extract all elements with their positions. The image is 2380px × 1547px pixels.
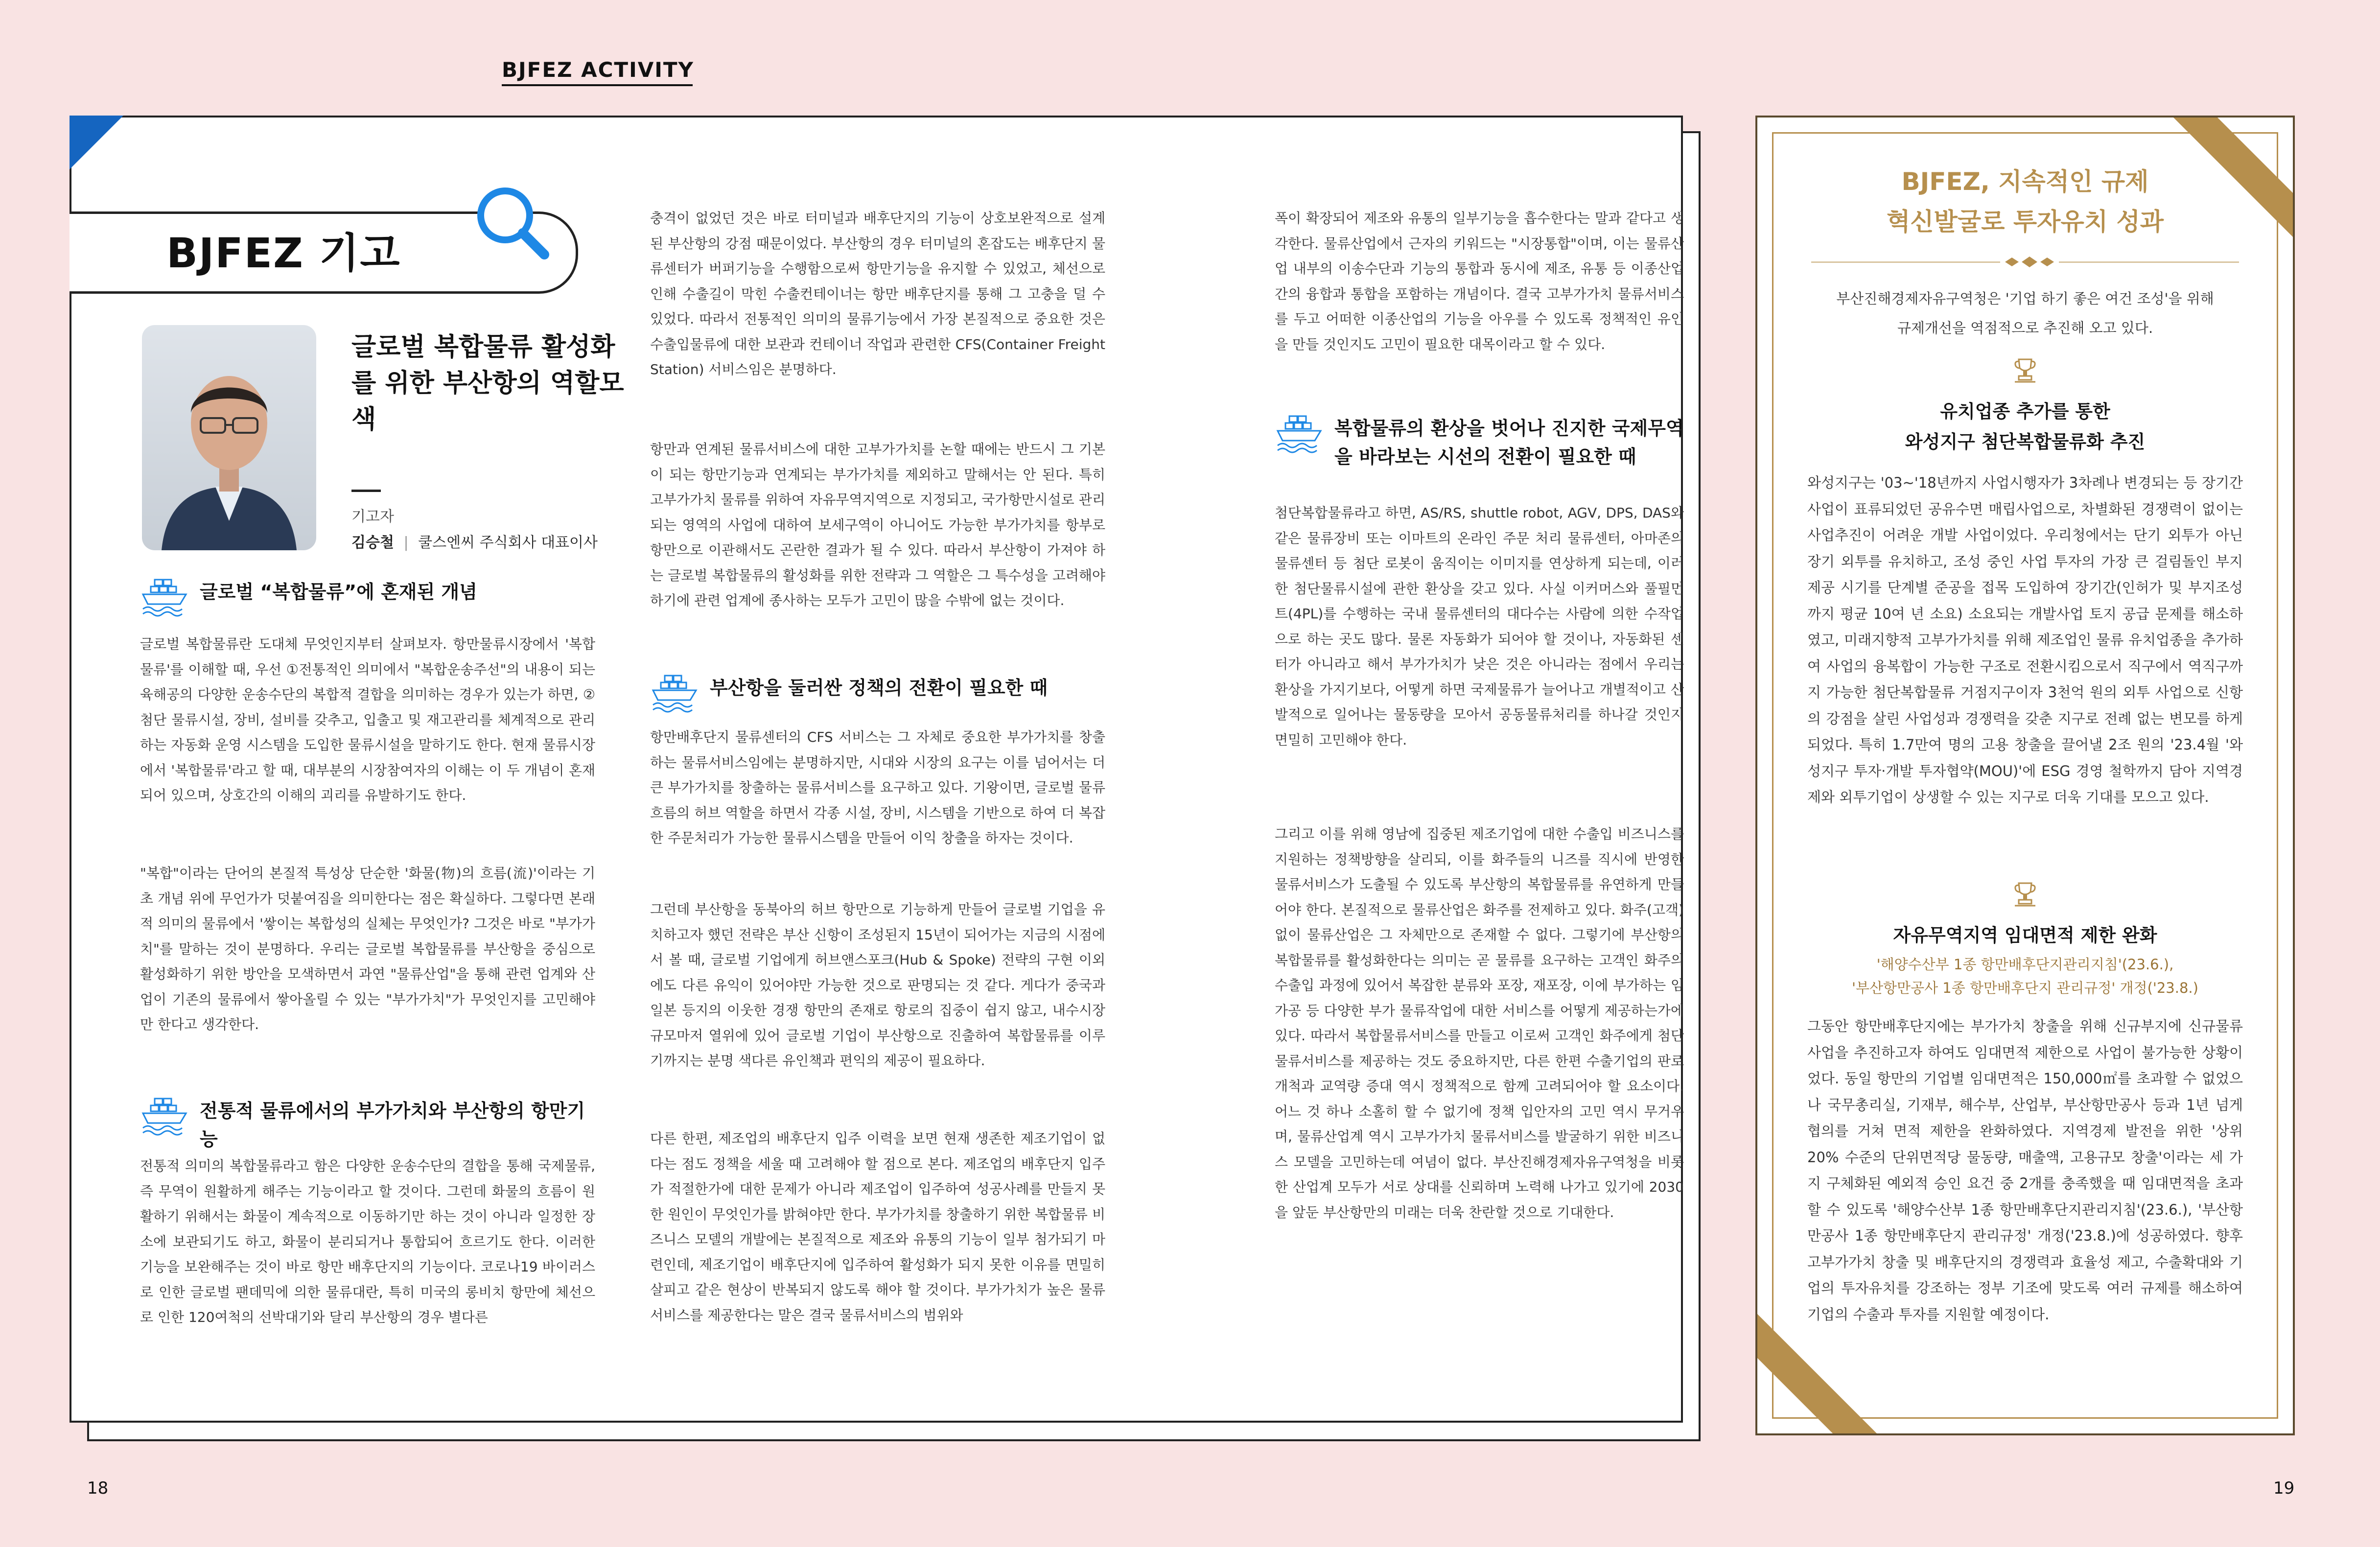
author-photo [142, 325, 316, 550]
section-header: BJFEZ ACTIVITY [502, 58, 694, 82]
subhead [650, 674, 1105, 713]
page-number-right: 19 [2273, 1478, 2295, 1498]
article-headline: 글로벌 복합물류 활성화를 위한 부산항의 역할모색 [351, 332, 624, 434]
trophy-icon [2013, 881, 2037, 907]
sidebar-section-head [1772, 397, 2278, 457]
page-number-left: 18 [87, 1478, 109, 1498]
magnifier-icon [471, 181, 554, 264]
ship-icon [1275, 414, 1324, 453]
sidebar-section-head: 자유무역지역 임대면적 제한 완화 [1893, 925, 2157, 946]
section-underline [502, 84, 693, 86]
author-affiliation: 쿨스엔씨 주식회사 대표이사 [418, 534, 598, 551]
page-title: BJFEZ 기고 [166, 229, 401, 277]
subhead [140, 578, 590, 617]
subhead-text: 부산항을 둘러싼 정책의 전환이 필요한 때 [710, 677, 1048, 699]
author-name: 김승철 [351, 534, 394, 551]
ship-icon [140, 578, 189, 617]
paragraph: 항만과 연계된 물류서비스에 대한 고부가가치를 논할 때에는 반드시 그 기본이 되는 항만기능과 연계되는 부가가치를 제외하고 말해서는 안 된다. 특히 고부가가치 물류를 위하여 자유무역지역으로 지정되고, 국가항만시설로 관리되는 영역의 사업에 대하여 보세구역이 아니어도 가능한 부가가치를 항부로 항만으로 이관해서도 곤란한 결과가 될 수 있다. 따라서 부산항이 가져야 하는 글로벌 복합물류의 활성화를 위한 전략과 그 역할은 그 특수성을 고려해야 하기에 관련 업계에 종사하는 모두가 고민이 많을 수밖에 없는 것이다. [650, 441, 1105, 609]
paragraph: 폭이 확장되어 제조와 유통의 일부기능을 흡수한다는 말과 같다고 생각한다. 물류산업에서 근자의 키워드는 "시장통합"이며, 이는 물류산업 내부의 이송수단과 기능의 통합과 동시에 제조, 유통 등 이종산업간의 융합과 통합을 포함하는 개념이다. 결국 고부가가치 물류서비스를 두고 어떠한 이종산업의 기능을 아우를 수 있도록 정책적인 유인을 만들 것인지도 고민이 필요한 대목이라고 할 수 있다. [1275, 210, 1684, 352]
diamond-ornament [2000, 255, 2059, 269]
sidebar-paragraph: 와성지구는 '03~'18년까지 사업시행자가 3차례나 변경되는 등 장기간 사업이 표류되었던 공유수면 매립사업으로, 차별화된 경쟁력이 없이는 사업추진이 어려운 개발 사업이었다. 우리청에서는 단기 외투가 아닌 장기 외투를 유치하고, 조성 중인 사업 투자의 가장 큰 걸림돌인 부지 제공 시기를 단계별 준공을 접목 도입하여 장기간(인허가 및 부지조성까지 평균 10여 년 소요) 소요되는 개발사업 토지 공급 문제를 해소하였고, 미래지향적 고부가가치를 위해 제조업인 물류 유치업종을 추가하여 사업의 융복합이 가능한 구조로 전환시킴으로서 직구에서 역직구까지 가능한 첨단복합물류 거점지구이자 3천억 원의 외투 사업으로 신항의 강점을 살린 사업성과 경쟁력을 갖춘 지구로 전례 없는 변모를 하게 되었다. 특히 1.7만여 명의 고용 창출을 끌어낼 2조 원의 '23.4월 '와성지구 투자·개발 투자협약(MOU)'에 ESG 경영 철학까지 담아 지역경제와 외투기업이 상생할 수 있는 지구로 더욱 기대를 모으고 있다. [1807, 474, 2243, 805]
byline-role: 기고자 [351, 508, 394, 525]
paragraph: 항만배후단지 물류센터의 CFS 서비스는 그 자체로 중요한 부가가치를 창출하는 물류서비스임에는 분명하지만, 시대와 시장의 요구는 이를 넘어서는 더 큰 부가가치를 창출하는 물류서비스를 요구하고 있다. 기왕이면, 글로벌 물류 흐름의 허브 역할을 하면서 각종 시설, 장비, 시스템을 기반으로 하여 더 복잡한 주문처리가 가능한 물류시스템을 만들어 이익 창출을 하자는 것이다. [650, 729, 1105, 846]
sidebar-title-line: BJFEZ, 지속적인 규제 [1901, 167, 2149, 196]
paragraph: 충격이 없었던 것은 바로 터미널과 배후단지의 기능이 상호보완적으로 설계된 부산항의 강점 때문이었다. 부산항의 경우 터미널의 혼잡도는 배후단지 물류센터가 버퍼기능을 수행함으로써 항만기능을 유지할 수 있었고, 체선으로 인해 수출길이 막힌 수출컨테이너는 항만 배후단지를 통해 그 고충을 덜 수 있었다. 따라서 전통적인 의미의 물류기능에서 가장 본질적으로 중요한 것은 수출입물류에 대한 보관과 컨테이너 작업과 관련한 CFS(Container Freight Station) 서비스임은 분명하다. [650, 210, 1105, 377]
subhead-text: 전통적 물류에서의 부가가치와 부산항의 항만기능 [200, 1100, 585, 1150]
byline: 김승철 | 쿨스엔씨 주식회사 대표이사 [351, 534, 598, 551]
ship-icon [140, 1097, 189, 1136]
sidebar-paragraph: 그동안 항만배후단지에는 부가가치 창출을 위해 신규부지에 신규물류사업을 추진하고자 하여도 임대면적 제한으로 사업이 불가능한 상황이었다. 동일 항만의 기업별 임대면적은 150,000㎡를 초과할 수 없었으나 국무총리실, 기재부, 해수부, 산업부, 부산항만공사 등과 1년 넘게 협의를 거쳐 면적 제한을 완화하였다. 지역경제 발전을 위한 '상위 20% 수준의 단위면적당 물동량, 매출액, 고용규모 창출'이라는 세 가지 구체화된 예외적 승인 요건 중 2개를 충족했을 때 임대면적을 초과할 수 있도록 '해양수산부 1종 항만배후단지관리지침'(23.6.), '부산항만공사 1종 항만배후단지 관리규정' 개정('23.8.)에 성공하였다. 향후 고부가가치 창출 및 배후단지의 경쟁력과 효율성 제고, 수출확대와 기업의 투자유치를 강조하는 정부 기조에 맞도록 여러 규제를 해소하여 기업의 수출과 투자를 지원할 예정이다. [1807, 1018, 2243, 1323]
sidebar-lead [1772, 284, 2278, 343]
trophy-icon [2013, 357, 2037, 383]
paragraph: "복합"이라는 단어의 본질적 특성상 단순한 '화물(物)의 흐름(流)'이라는 기초 개념 위에 무언가가 덧붙여짐을 의미한다는 점은 확실하다. 그렇다면 본래적 의미의 물류에서 '쌓이는 복합성의 실체는 무엇인가? 그것은 바로 "부가가치"를 말하는 것이 분명하다. 우리는 글로벌 복합물류를 부산항을 중심으로 활성화하기 위한 방안을 모색하면서 과연 "물류산업"을 통해 관련 업계와 산업이 기존의 물류에서 쌓아올릴 수 있는 "부가가치"가 무엇인지를 고민해야만 한다고 생각한다. [140, 865, 595, 1032]
ship-icon [650, 674, 699, 713]
sidebar-section-sub [1772, 953, 2278, 1000]
paragraph: 다른 한편, 제조업의 배후단지 입주 이력을 보면 현재 생존한 제조기업이 없다는 점도 정책을 세울 때 고려해야 할 점으로 본다. 제조업의 배후단지 입주가 적절한가에 대한 문제가 아니라 제조업이 입주하여 성공사례를 만들지 못한 원인이 무엇인가를 밝혀야만 한다. 부가가치를 창출하기 위한 복합물류 비즈니스 모델의 개발에는 본질적으로 제조와 유통의 기능이 일부 첨가되기 마련인데, 제조기업이 배후단지에 입주하여 활성화가 되지 못한 이유를 면밀히 살피고 같은 현상이 반복되지 않도록 해야 할 것이다. 부가가치가 높은 물류서비스를 제공한다는 말은 결국 물류서비스의 범위와 [650, 1130, 1105, 1323]
paragraph: 그리고 이를 위해 영남에 집중된 제조기업에 대한 수출입 비즈니스를 지원하는 정책방향을 살리되, 이를 화주들의 니즈를 직시에 반영한 물류서비스가 도출될 수 있도록 부산항의 복합물류를 유연하게 만들어야 한다. 본질적으로 물류산업은 화주를 전제하고 있다. 화주(고객) 없이 물류산업은 그 자체만으로 존재할 수 없다. 그렇기에 부산항의 복합물류를 활성화한다는 의미는 곧 물류를 요구하는 고객인 화주의 수출입 과정에 있어서 복잡한 분류와 포장, 재포장, 이에 부가하는 임가공 등 다양한 부가 물류작업에 대한 서비스를 어떻게 제공하는가에 있다. 따라서 복합물류서비스를 만들고 이로써 고객인 화주에게 첨단 물류서비스를 제공하는 것도 중요하지만, 다른 한편 수출기업의 판로 개척과 교역량 증대 역시 정책적으로 함께 고려되어야 할 요소이다. 어느 것 하나 소홀히 할 수 없기에 정책 입안자의 고민 역시 무거우며, 물류산업계 역시 고부가가치 물류서비스를 발굴하기 위한 비즈니스 모델을 고민하는데 여념이 없다. 부산진해경제자유구역청을 비롯한 산업계 모두가 서로 상대를 신뢰하며 노력해 나가고 있기에 2030을 앞둔 부산항만의 미래는 더욱 찬란할 것으로 기대한다. [1275, 826, 1684, 1220]
sidebar-lead-line: 부산진해경제자유구역청은 '기업 하기 좋은 여건 조성'을 위해 [1836, 290, 2214, 307]
sidebar-sub-line: '해양수산부 1종 항만배후단지관리지침'(23.6.), [1876, 956, 2174, 973]
paragraph: 글로벌 복합물류란 도대체 무엇인지부터 살펴보자. 항만물류시장에서 '복합물류'를 이해할 때, 우선 ①전통적인 의미에서 "복합운송주선"의 내용이 되는 육해공의 다양한 운송수단의 복합적 결합을 의미하는 경우가 있는가 하면, ②첨단 물류시설, 장비, 설비를 갖추고, 입출고 및 재고관리를 체계적으로 관리하는 자동화 운영 시스템을 도입한 물류시설을 말하기도 한다. 현재 물류시장에서 '복합물류'라고 할 때, 대부분의 시장참여자의 이해는 이 두 개념이 혼재되어 있으며, 상호간의 이해의 괴리를 유발하기도 한다. [140, 636, 595, 803]
subhead-text: 글로벌 “복합물류”에 혼재된 개념 [200, 581, 477, 603]
byline-dash [351, 490, 381, 492]
subhead [1275, 414, 1684, 471]
sidebar-title [1772, 162, 2278, 242]
sidebar-sub-line: '부산항만공사 1종 항만배후단지 관리규정' 개정('23.8.) [1852, 980, 2198, 996]
sidebar-lead-line: 규제개선을 역점적으로 추진해 오고 있다. [1897, 320, 2153, 336]
sidebar-head-line: 유치업종 추가를 통한 [1940, 401, 2110, 422]
subhead [140, 1097, 595, 1153]
paragraph: 그런데 부산항을 동북아의 허브 항만으로 기능하게 만들어 글로벌 기업을 유치하고자 했던 전략은 부산 신항이 조성된지 15년이 되어가는 지금의 시점에서 볼 때, 글로벌 기업에게 허브앤스포크(Hub & Spoke) 전략의 구현 이외에도 다른 유익이 있어야만 가능한 것으로 판명되는 것 같다. 게다가 중국과 일본 등지의 이웃한 경쟁 항만의 존재로 항로의 집중이 쉽지 않고, 내수시장 규모마저 열위에 있어 글로벌 기업이 부산항으로 진출하여 복합물류를 이루기까지는 분명 색다른 유인책과 편익의 제공이 필요하다. [650, 901, 1105, 1069]
sidebar-title-line: 혁신발굴로 투자유치 성과 [1886, 208, 2164, 236]
paragraph: 첨단복합물류라고 하면, AS/RS, shuttle robot, AGV, DPS, DAS와 같은 물류장비 또는 이마트의 온라인 주문 처리 물류센터, 아마존의 물류센터 등 첨단 로봇이 움직이는 이미지를 연상하게 되는데, 이러한 첨단물류시설에 관한 환상을 갖고 있다. 사실 이커머스와 풀필먼트(4PL)를 수행하는 국내 물류센터의 대다수는 사람에 의한 수작업으로 하는 곳도 많다. 물론 자동화가 되어야 할 것이나, 자동화된 센터가 아니라고 해서 부가가치가 낮은 것은 아니라는 점에서 우리는 환상을 가지기보다, 어떻게 하면 국제물류가 늘어나고 개별적이고 산발적으로 일어나는 물동량을 모아서 공동물류처리를 하나갈 것인지 면밀히 고민해야 한다. [1275, 505, 1684, 748]
paragraph: 전통적 의미의 복합물류라고 함은 다양한 운송수단의 결합을 통해 국제물류, 즉 무역이 원활하게 해주는 기능이라고 할 것이다. 그런데 화물의 흐름이 원활하기 위해서는 화물이 계속적으로 이동하기만 하는 것이 아니라 일정한 장소에 보관되기도 하고, 화물이 분리되거나 통합되어 흐르기도 한다. 이러한 기능을 보완해주는 것이 바로 항만 배후단지의 기능이다. 코로나19 바이러스로 인한 글로벌 팬데믹에 의한 물류대란, 특히 미국의 롱비치 항만에 체선으로 인한 120여척의 선박대기와 달리 부산항의 경우 별다른 [140, 1158, 595, 1325]
subhead-text: 복합물류의 환상을 벗어나 진지한 국제무역을 바라보는 시선의 전환이 필요한 때 [1334, 418, 1684, 468]
corner-tab [70, 116, 123, 169]
sidebar-head-line: 와성지구 첨단복합물류화 추진 [1905, 431, 2146, 452]
